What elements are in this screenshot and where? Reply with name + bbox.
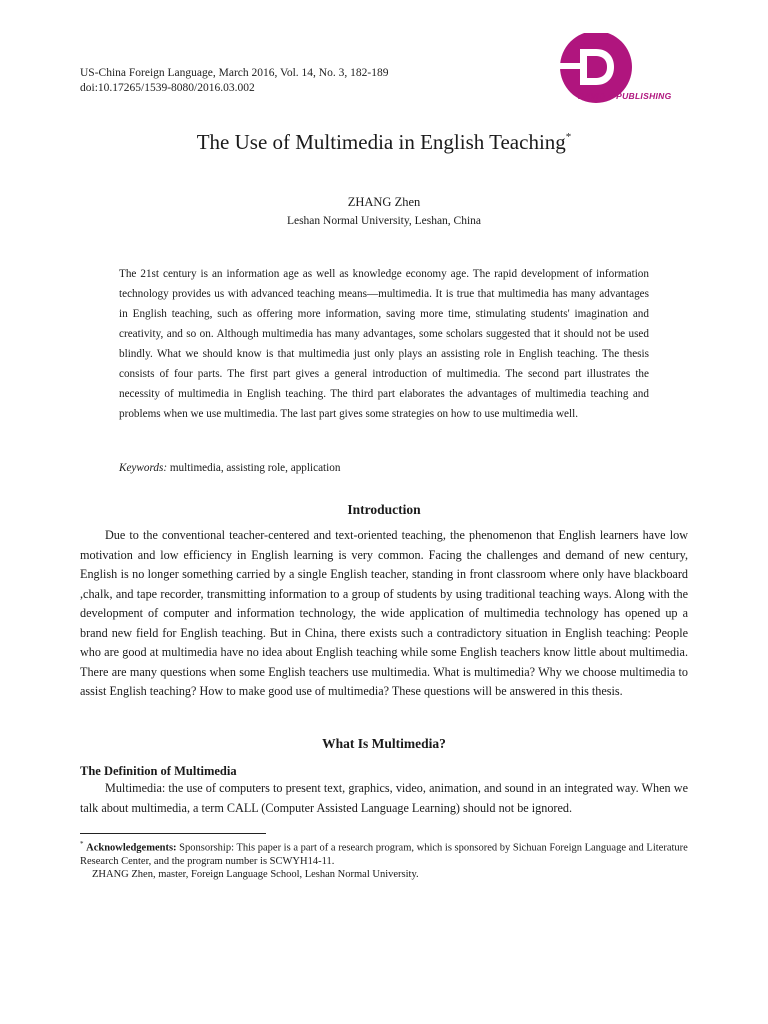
heading-what-is-multimedia: What Is Multimedia? xyxy=(322,736,446,751)
footnote-marker: * xyxy=(80,840,84,848)
publisher-logo-text xyxy=(578,91,672,101)
keywords-value: multimedia, assisting role, application xyxy=(169,462,341,474)
footnote-label: Acknowledgements: xyxy=(86,842,177,854)
paper-title-text: The Use of Multimedia in English Teaching xyxy=(196,130,566,154)
author-name: ZHANG Zhen xyxy=(347,195,421,209)
author-affiliation: Leshan Normal University, Leshan, China xyxy=(286,215,482,227)
publisher-logo xyxy=(556,33,696,113)
abstract: The 21st century is an information age as well as knowledge economy age. The rapid development of information technology provides us with advanced teaching means—multimedia. It is true that multimedia has many advantages in English teaching, such as offering more information, saving more time, stimulating students' imagination and creativity, and so on. Although multimedia has many advantages, some scholars suggested that it should not be used blindly. What we should know is that multimedia just only plays an assisting role in English teaching. The thesis consists of four parts. The first part gives a general introduction of multimedia. The second part illustrates the necessity of multimedia in English teaching. The third part elaborates the advantages of multimedia teaching and problems when we use multimedia. The last part gives some strategies on how to use multimedia well. xyxy=(119,268,649,420)
subheading-definition: The Definition of Multimedia xyxy=(80,764,237,778)
footnote-author-line: ZHANG Zhen, master, Foreign Language School, Leshan Normal University. xyxy=(92,868,419,880)
doi: doi:10.17265/1539-8080/2016.03.002 xyxy=(80,82,255,94)
introduction-paragraph: Due to the conventional teacher-centered and text-oriented teaching, the phenomenon that English learners have low motivation and low efficiency in English learning is very common. Facing the challenges and demand of new century, English is no longer something carried by a single English teacher, standing in front classroom where only have blackboard ,chalk, and tape recorder, transmitting information to a group of students by using traditional teaching ways. Along with the development of computer and information technology, the wide application of multimedia technology has opened up a brand new field for English teaching. But in China, there exists such a contradictory situation in English teaching: People who are good at multimedia have no idea about English teaching while some English teachers know little about multimedia. There are many questions when some English teachers use multimedia. What is multimedia? Why we choose multimedia to assist English teaching? How to make good use of multimedia? These questions will be answered in this thesis. xyxy=(80,528,688,698)
keywords xyxy=(119,462,340,474)
logo-word-left: DAVID xyxy=(578,91,606,101)
footnote-divider xyxy=(80,833,266,834)
heading-introduction: Introduction xyxy=(347,502,421,517)
title-footnote-marker: * xyxy=(565,131,572,143)
footnote-acknowledgement xyxy=(80,838,690,868)
definition-paragraph: Multimedia: the use of computers to present text, graphics, video, animation, and sound in an integrated way. When we talk about multimedia, a term CALL (Computer Assisted Language Learning) should not be ignored. xyxy=(80,781,688,815)
footnote xyxy=(80,838,690,881)
paper-title xyxy=(0,130,768,155)
journal-header xyxy=(80,66,388,96)
logo-word-right: PUBLISHING xyxy=(616,91,672,101)
keywords-label: Keywords: xyxy=(119,462,168,474)
footnote-text: Sponsorship: This paper is a part of a research program, which is sponsored by Sichuan Foreign Language and Literature Research Center, and the program number is SCWYH14-11. xyxy=(80,842,688,867)
publisher-logo-icon xyxy=(556,33,696,113)
journal-citation: US-China Foreign Language, March 2016, Vol. 14, No. 3, 182-189 xyxy=(80,67,389,79)
logo-separator: ◐ xyxy=(605,91,617,101)
